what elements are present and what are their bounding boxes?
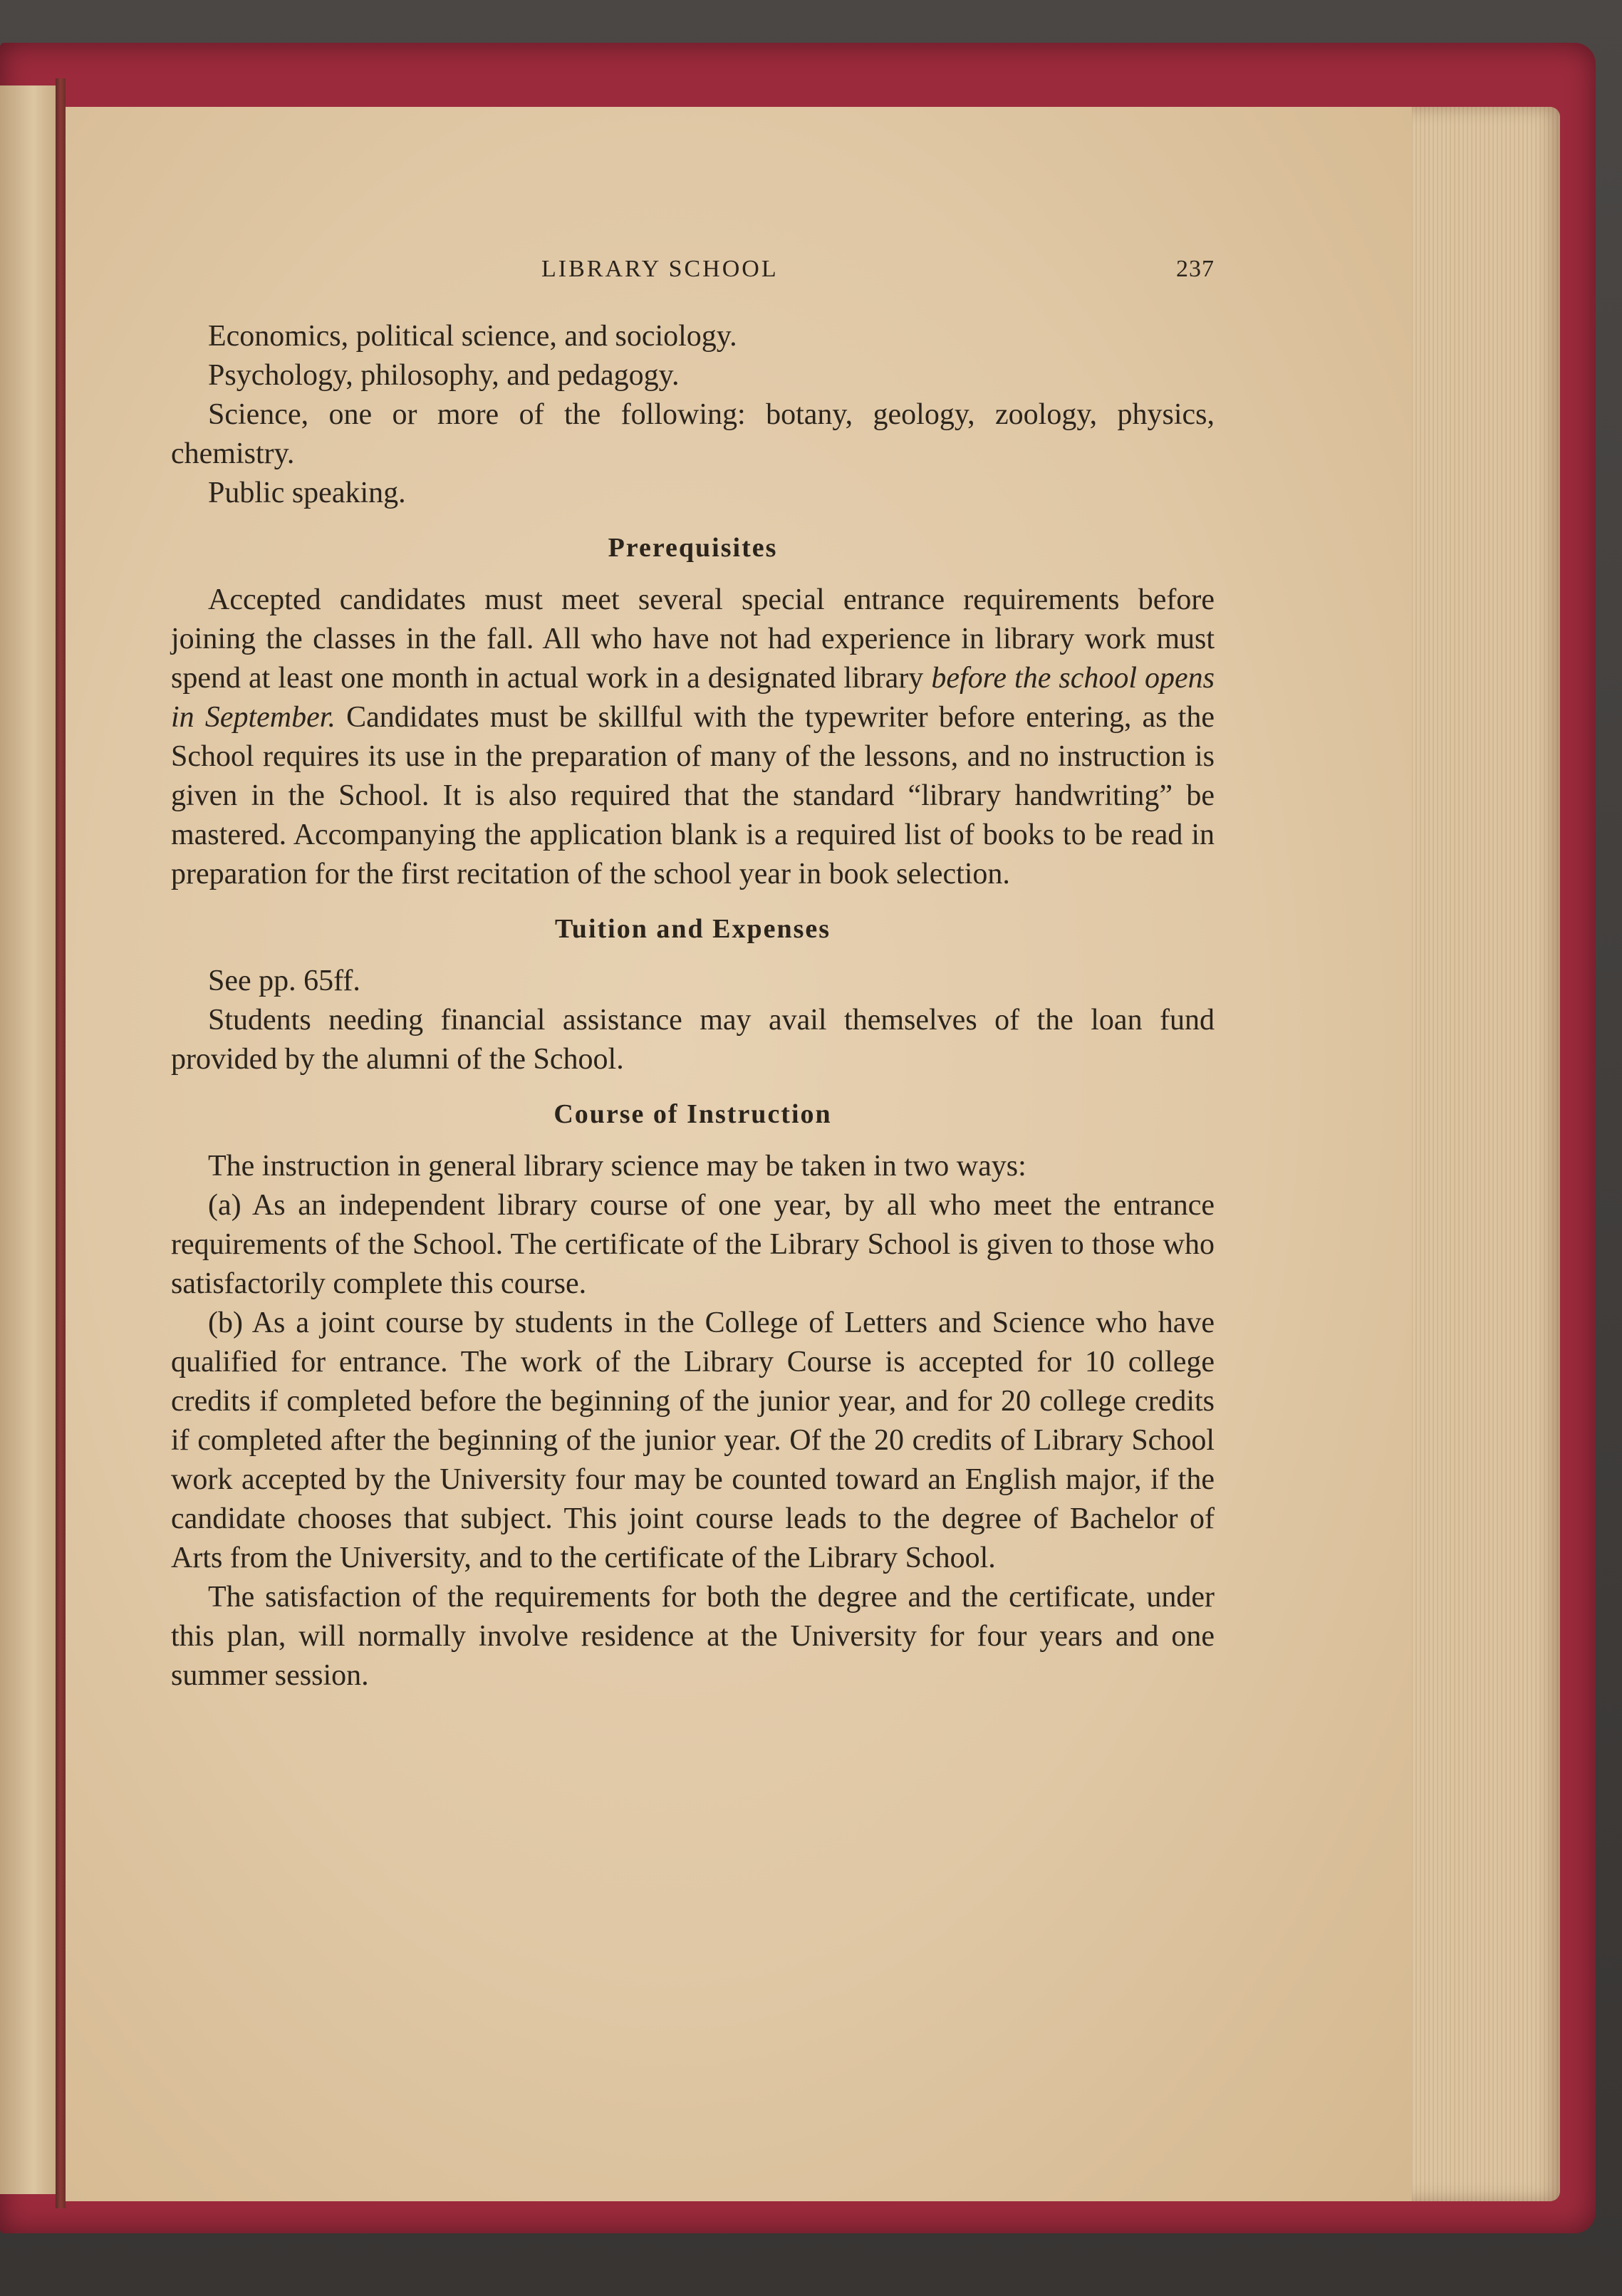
- prerequisites-heading: Prerequisites: [608, 533, 778, 563]
- page-number: 237: [1176, 256, 1215, 282]
- prerequisites-text-start: Accepted candidates must meet several special entrance requirements before joining the classes in the fall. All who have not had experience in library work must spend at least one month in actual work in a designated library: [171, 583, 1215, 695]
- tuition-heading: Tuition and Expenses: [554, 914, 831, 944]
- prerequisites-text-end: Candidates must be skillful with the typewriter before entering, as the School requires its use in the preparation of many of the lessons, and no instruction is given in the School. It is also required that the standard “library handwriting” be mastered. Accompanying the application blank is a required list of books to be read in preparation for the first recitation of the school year in book selection.: [171, 701, 1215, 890]
- course-option-b-paragraph: (b) As a joint course by students in the College of Letters and Science who have qualified for entrance. The work of the Library Course is accepted for 10 college credits if completed before the beginning of the junior year, and for 20 college credits if completed after the beginning of the junior year. Of the 20 credits of Library School work accepted by the University four may be counted toward an English major, if the candidate chooses that subject. This joint course leads to the degree of Bachelor of Arts from the University, and to the certificate of the Library School.: [171, 1307, 1215, 1574]
- course-option-a-paragraph: (a) As an independent library course of one year, by all who meet the entrance requirements of the School. The certificate of the Library School is given to those who satisfactorily complete this course.: [171, 1189, 1215, 1300]
- page-block-edges: [1396, 107, 1560, 2201]
- book-gutter: [56, 78, 66, 2208]
- loan-fund-paragraph: Students needing financial assistance may avail themselves of the loan fund provided by the alumni of the School.: [171, 1004, 1215, 1076]
- prerequisites-emphasis: before the school opens in September.: [171, 662, 1215, 734]
- running-title: LIBRARY SCHOOL: [541, 256, 779, 282]
- running-head: [171, 249, 1215, 289]
- list-item: Public speaking.: [208, 477, 406, 509]
- list-item: Psychology, philosophy, and pedagogy.: [208, 359, 680, 392]
- course-intro-paragraph: The instruction in general library science may be taken in two ways:: [208, 1150, 1026, 1183]
- tuition-see-reference: See pp. 65ff.: [208, 965, 360, 997]
- subject-list: [171, 317, 1215, 513]
- facing-page-edge: [0, 85, 56, 2194]
- list-item: Science, one or more of the following: botany, geology, zoology, physics, chemistry.: [171, 398, 1215, 470]
- course-heading: Course of Instruction: [553, 1099, 832, 1129]
- page-content: [171, 249, 1215, 1695]
- list-item: Economics, political science, and sociology.: [208, 320, 737, 353]
- course-closing-paragraph: The satisfaction of the requirements for both the degree and the certificate, under this plan, will normally involve residence at the University for four years and one summer session.: [171, 1581, 1215, 1692]
- prerequisites-paragraph: [171, 581, 1215, 894]
